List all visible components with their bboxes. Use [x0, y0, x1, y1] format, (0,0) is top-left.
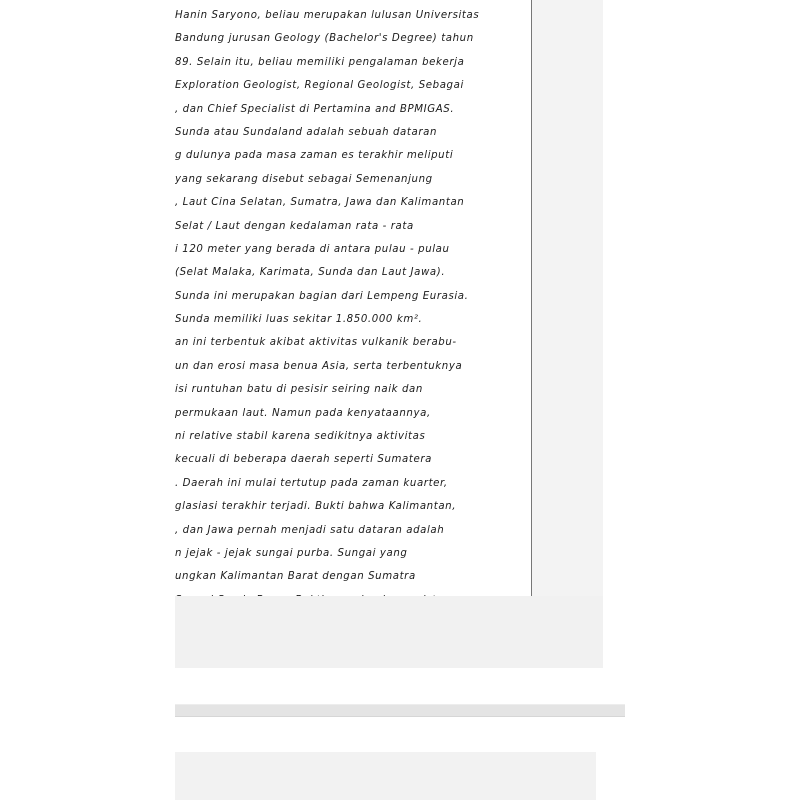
next-scanned-page	[175, 752, 596, 800]
text-line: Exploration Geologist, Regional Geologist, Sebagai	[175, 80, 464, 92]
text-line: Sunda ini merupakan bagian dari Lempeng Eurasia.	[175, 290, 469, 302]
text-line: ni relative stabil karena sedikitnya aktivitas	[175, 431, 426, 443]
text-line: Sunda memiliki luas sekitar 1.850.000 km².	[175, 314, 423, 326]
text-line: 89. Selain itu, beliau memiliki pengalaman bekerja	[175, 56, 465, 68]
scanned-page	[175, 0, 603, 668]
text-line: isi runtuhan batu di pesisir seiring naik dan	[175, 384, 423, 396]
text-line: (Selat Malaka, Karimata, Sunda dan Laut Jawa).	[175, 267, 446, 279]
text-line: glasiasi terakhir terjadi. Bukti bahwa Kalimantan,	[175, 501, 457, 513]
text-line: i 120 meter yang berada di antara pulau - pulau	[175, 243, 450, 255]
page-margin	[175, 596, 603, 668]
text-line: n jejak - jejak sungai purba. Sungai yang	[175, 547, 408, 559]
text-line: . Daerah ini mulai tertutup pada zaman kuarter,	[175, 477, 448, 489]
handwritten-text	[175, 4, 531, 612]
text-line: un dan erosi masa benua Asia, serta terbentuknya	[175, 360, 463, 372]
text-line: permukaan laut. Namun pada kenyataannya,	[175, 407, 431, 419]
handwritten-paper	[175, 0, 532, 596]
text-line: yang sekarang disebut sebagai Semenanjung	[175, 173, 433, 185]
text-line: kecuali di beberapa daerah seperti Sumatera	[175, 454, 432, 466]
text-line: Sunda atau Sundaland adalah sebuah dataran	[175, 126, 438, 138]
text-line: , Laut Cina Selatan, Sumatra, Jawa dan Kalimantan	[175, 197, 465, 209]
text-line: an ini terbentuk akibat aktivitas vulkanik berabu-	[175, 337, 457, 349]
text-line: , dan Jawa pernah menjadi satu dataran adalah	[175, 524, 445, 536]
text-line: , dan Chief Specialist di Pertamina and BPMIGAS.	[175, 103, 455, 115]
text-line: ungkan Kalimantan Barat dengan Sumatra	[175, 571, 416, 583]
text-line: Hanin Saryono, beliau merupakan lulusan Universitas	[175, 10, 480, 21]
page-separator	[175, 704, 625, 717]
text-line: g dulunya pada masa zaman es terakhir meliputi	[175, 150, 454, 162]
text-line: Bandung jurusan Geology (Bachelor's Degree) tahun	[175, 33, 474, 45]
text-line: Selat / Laut dengan kedalaman rata - rata	[175, 220, 414, 232]
